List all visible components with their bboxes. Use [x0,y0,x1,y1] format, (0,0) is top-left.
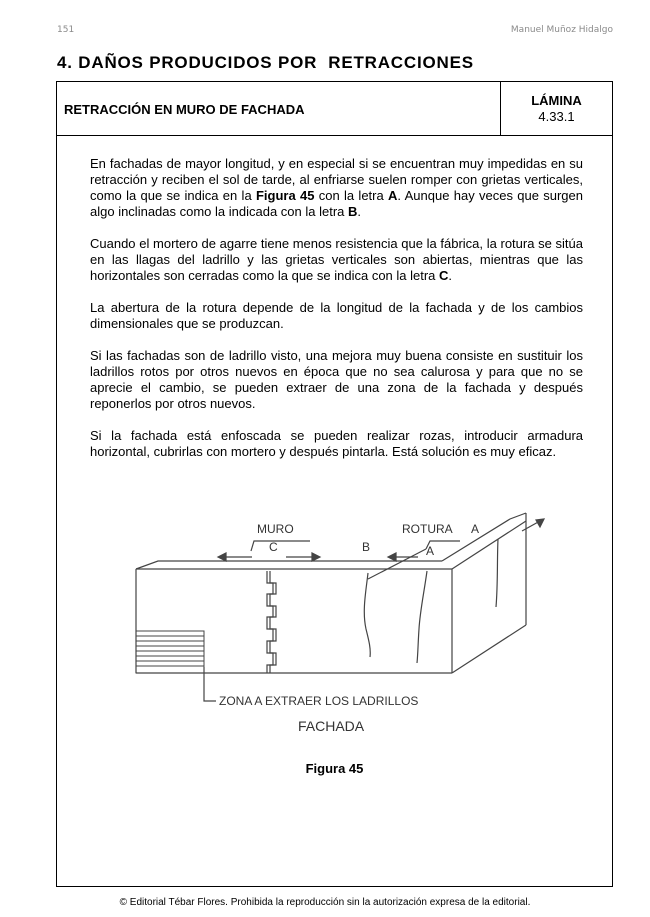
text-run: En fachadas de mayor longitud, y en especial si se encuentran muy impedidas en su retracción y reciben el sol de tarde, al enfriarse suelen romper con grietas verticales, como la que se indica en la [90,156,583,203]
paragraph-2 [90,236,583,284]
lamina-box [500,82,612,135]
bold-run: B [348,204,358,219]
label-b: B [362,540,371,554]
return-wall-top [442,513,526,561]
footer-copyright: © Editorial Tébar Flores. Prohibida la reproducción sin la autorización expresa de la editorial. [119,897,531,908]
label-rotura: ROTURA [402,522,453,536]
arrow-b-head [388,553,396,561]
extract-zone [136,631,204,673]
facade-crack-diagram [130,501,550,731]
paragraph-1 [90,156,583,220]
text-run: . Aunque hay veces que surgen algo inclinadas como la indicada con la letra [90,188,583,219]
body-text [90,156,583,476]
bold-run: A [388,188,398,203]
sheet-title: RETRACCIÓN EN MURO DE FACHADA [64,102,305,117]
crack-a [417,571,427,663]
leader-muro [251,541,310,551]
lamina-number: 4.33.1 [538,109,575,124]
paragraph-3: La abertura de la rotura depende de la longitud de la fachada y de los cambios dimensionales que se produzcan. [90,300,583,331]
arrow-c-head [312,553,320,561]
crack-return-wall [496,539,498,607]
text-run: . [448,268,453,283]
paragraph-5: Si la fachada está enfoscada se pueden realizar rozas, introducir armadura horizontal, cubrirlas con mortero y después pintarla. Está solución es muy eficaz. [90,428,583,459]
label-a: A [426,544,435,558]
leader-rotura-b [368,549,426,579]
label-muro: MURO [257,522,294,536]
text-run: . [357,204,362,219]
return-wall-top-front [452,521,526,569]
crack-b [364,573,370,657]
lamina-label: LÁMINA [531,93,582,108]
text-run: Cuando el mortero de agarre tiene menos resistencia que la fábrica, la rotura se sitúa en las llagas del ladrillo y las grietas verticales son abiertas, mientras que las horizontales son cerradas como la que se indica con la letra [90,236,583,283]
sheet-frame [56,81,613,887]
return-wall-bottom [452,625,526,673]
label-c: C [269,540,278,554]
figure-caption: Figura 45 [305,761,364,776]
label-zona: ZONA A EXTRAER LOS LADRILLOS [219,694,419,708]
label-fachada: FACHADA [298,718,365,731]
section-title: 4. DAÑOS PRODUCIDOS POR RETRACCIONES [57,53,474,72]
label-a-top: A [471,522,480,536]
arrow-a-head [536,519,544,527]
sheet-header [57,82,612,136]
paragraph-4: Si las fachadas son de ladrillo visto, una mejora muy buena consiste en sustituir los ladrillos rotos por otros nuevos en época que no sea calurosa y para que no se aprecie el cambio, se pueden extraer de una zona de la fachada y después reponerlos por otros nuevos. [90,348,583,411]
leader-zona [204,667,216,701]
bold-run: Figura 45 [255,188,315,203]
author-name: Manuel Muñoz Hidalgo [510,25,613,35]
page-number: 151 [57,25,75,35]
bold-run: C [439,268,449,283]
arrow-muro-head [218,553,226,561]
text-run: con la letra [314,188,389,203]
